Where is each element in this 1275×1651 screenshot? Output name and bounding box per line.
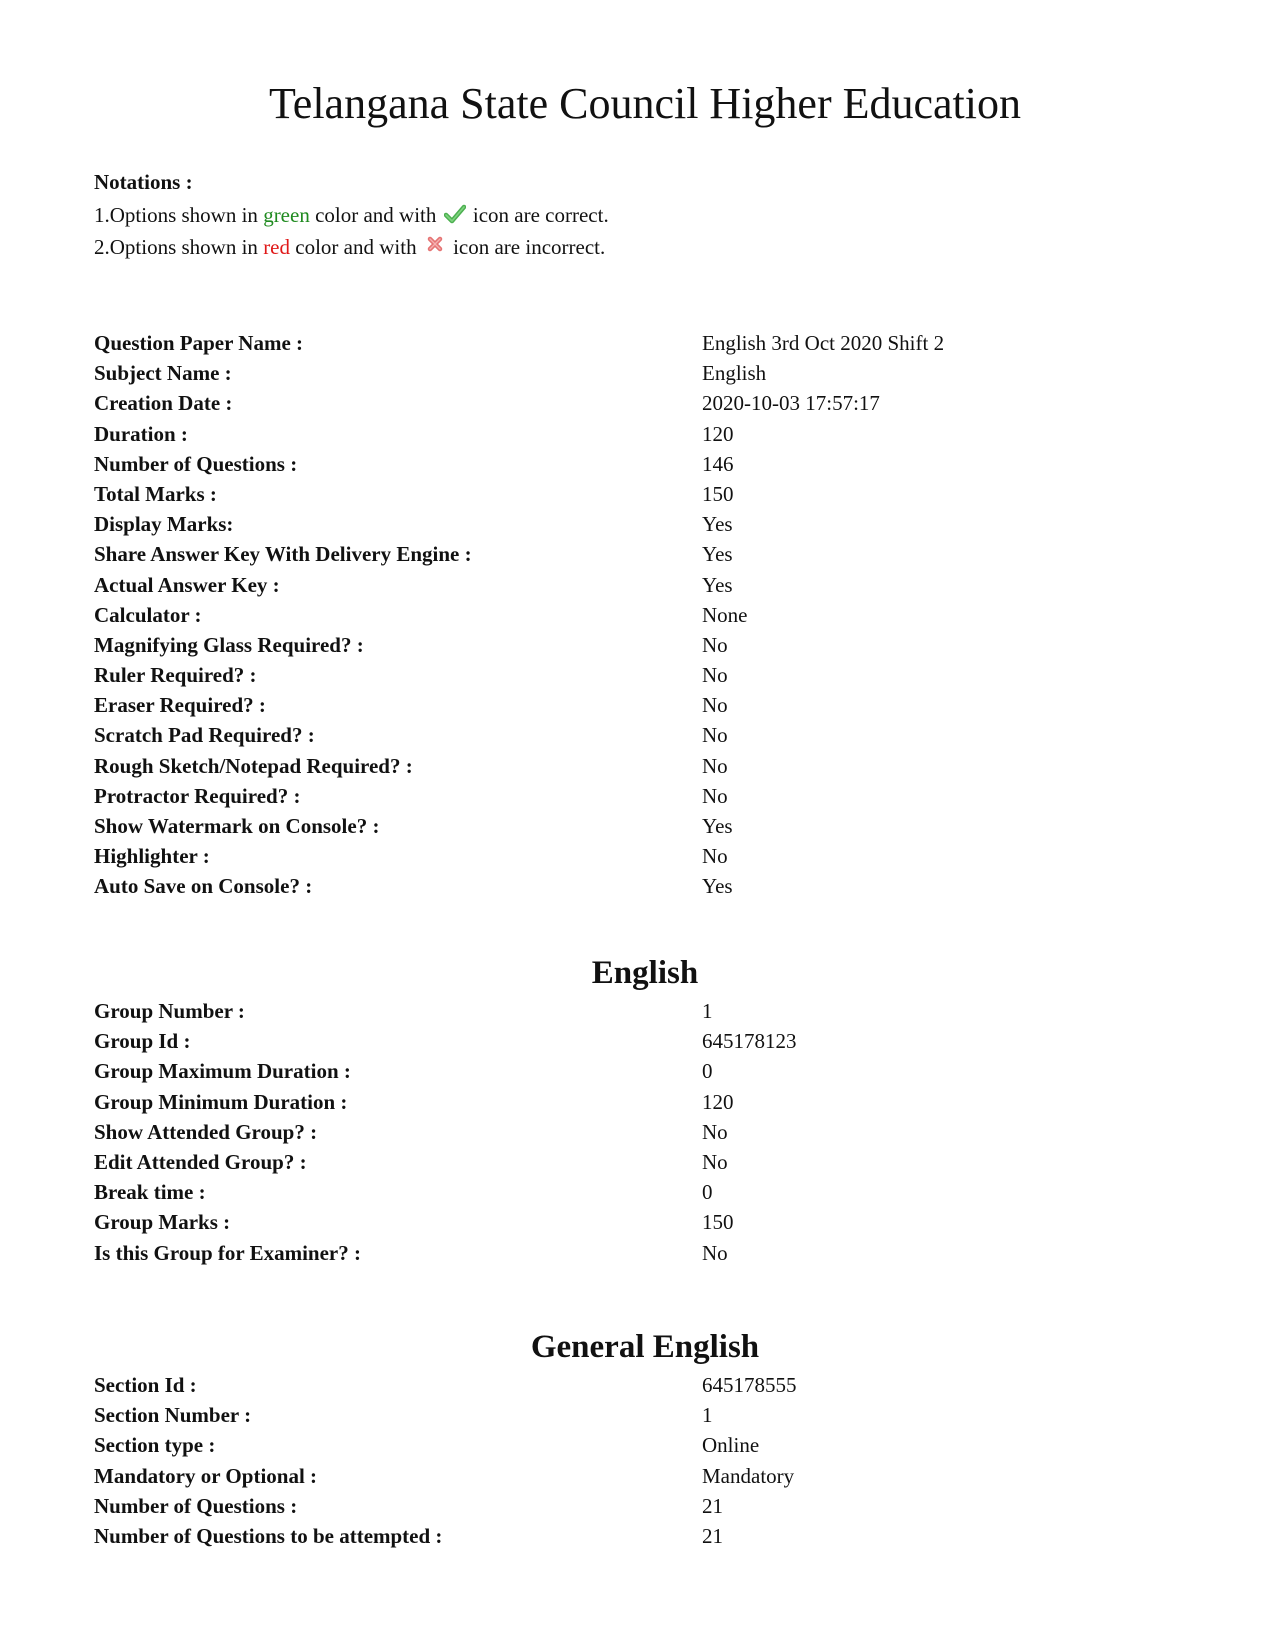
- paper-info-label: Show Watermark on Console? :: [94, 814, 380, 838]
- page-title: Telangana State Council Higher Education: [268, 79, 1022, 128]
- section-info-label: Section type :: [94, 1433, 216, 1458]
- group-info-value: 0: [702, 1180, 713, 1205]
- cross-icon: [424, 234, 446, 256]
- section-info-value: 1: [702, 1403, 713, 1428]
- paper-info-row: [94, 570, 1194, 600]
- section-info-value: 21: [702, 1523, 723, 1548]
- paper-info-row: [94, 328, 1194, 358]
- paper-info-label: Scratch Pad Required? :: [94, 723, 315, 748]
- paper-info-value: None: [702, 602, 748, 627]
- group-info-label: Group Marks :: [94, 1210, 231, 1235]
- paper-info-row: [94, 841, 1194, 871]
- paper-info-row: [94, 539, 1194, 569]
- group-info-label: Group Maximum Duration :: [94, 1059, 351, 1084]
- group-info-value: 120: [702, 1089, 734, 1114]
- paper-info-label: Auto Save on Console? :: [94, 874, 313, 899]
- group-info-label: Break time :: [94, 1180, 206, 1205]
- paper-info-row: [94, 751, 1194, 781]
- paper-info-label: Duration :: [94, 421, 188, 446]
- paper-info-label: Magnifying Glass Required? :: [94, 632, 364, 657]
- group-info-label: Group Id :: [94, 1029, 191, 1054]
- paper-info-value: Yes: [702, 512, 733, 537]
- paper-info-value: English: [702, 361, 767, 386]
- group-info-row: [94, 1177, 1194, 1207]
- section-info-label: Section Id :: [94, 1373, 197, 1397]
- paper-info-value: No: [702, 632, 728, 657]
- paper-info-label: Ruler Required? :: [94, 663, 257, 688]
- check-icon: [444, 202, 466, 224]
- paper-info-label: Total Marks :: [94, 481, 217, 506]
- paper-info-value: 2020-10-03 17:57:17: [702, 391, 880, 416]
- group-info-label: Group Number :: [94, 999, 245, 1023]
- paper-info-row: [94, 781, 1194, 811]
- group-info-value: No: [702, 1240, 728, 1265]
- section-info-row: [94, 1370, 1194, 1400]
- group-info-row: [94, 1026, 1194, 1056]
- paper-info-row: [94, 720, 1194, 750]
- group-info-row: [94, 1207, 1194, 1237]
- paper-info-value: No: [702, 723, 728, 748]
- group-info-row: [94, 1087, 1194, 1117]
- notations-block: [94, 166, 609, 264]
- group-heading: English: [591, 955, 699, 991]
- group-info-label: Edit Attended Group? :: [94, 1149, 307, 1174]
- paper-info-value: English 3rd Oct 2020 Shift 2: [702, 331, 945, 355]
- notations-heading: Notations :: [94, 170, 193, 194]
- group-info-value: 1: [702, 999, 713, 1023]
- group-info-label: Group Minimum Duration :: [94, 1089, 348, 1114]
- paper-info-label: Actual Answer Key :: [94, 572, 280, 597]
- paper-info-label: Question Paper Name :: [94, 331, 304, 355]
- paper-info-value: No: [702, 693, 728, 718]
- notation-incorrect-prefix: 2.Options shown in: [94, 235, 258, 259]
- notation-correct-line: [94, 199, 609, 232]
- section-info-label: Section Number :: [94, 1403, 252, 1428]
- paper-info-label: Rough Sketch/Notepad Required? :: [94, 753, 413, 778]
- group-info-value: 150: [702, 1210, 734, 1235]
- paper-info-row: [94, 690, 1194, 720]
- paper-info-value: 150: [702, 481, 734, 506]
- section-info-row: [94, 1491, 1194, 1521]
- paper-info-row: [94, 660, 1194, 690]
- notation-green-word: green: [263, 202, 310, 227]
- section-info-value: Mandatory: [702, 1463, 795, 1488]
- group-info-value: No: [702, 1119, 728, 1144]
- section-info-row: [94, 1400, 1194, 1430]
- paper-info-label: Eraser Required? :: [94, 693, 266, 718]
- paper-info-row: [94, 388, 1194, 418]
- section-info-label: Mandatory or Optional :: [94, 1463, 318, 1488]
- notation-incorrect-suffix: icon are incorrect.: [453, 235, 606, 259]
- paper-info-value: Yes: [702, 814, 733, 838]
- paper-info-value: Yes: [702, 542, 733, 567]
- paper-info-row: [94, 419, 1194, 449]
- paper-info-row: [94, 600, 1194, 630]
- paper-info-table: [94, 328, 1194, 902]
- paper-info-label: Subject Name :: [94, 361, 232, 386]
- section-info-table: [94, 1370, 1194, 1551]
- paper-info-value: No: [702, 844, 728, 869]
- notation-incorrect-line: [94, 231, 609, 264]
- group-info-row: [94, 996, 1194, 1026]
- group-info-value: 645178123: [702, 1029, 797, 1054]
- notation-incorrect-middle: color and with: [295, 235, 417, 259]
- section-info-row: [94, 1430, 1194, 1460]
- paper-info-label: Display Marks:: [94, 512, 234, 537]
- notation-red-word: red: [263, 235, 291, 259]
- paper-info-label: Calculator :: [94, 602, 202, 627]
- paper-info-row: [94, 479, 1194, 509]
- section-info-row: [94, 1461, 1194, 1491]
- group-info-label: Is this Group for Examiner? :: [94, 1240, 361, 1265]
- paper-info-row: [94, 509, 1194, 539]
- paper-info-value: Yes: [702, 572, 733, 597]
- section-info-value: Online: [702, 1433, 760, 1458]
- paper-info-row: [94, 358, 1194, 388]
- group-info-row: [94, 1147, 1194, 1177]
- paper-info-value: 120: [702, 421, 734, 446]
- paper-info-label: Highlighter :: [94, 844, 210, 869]
- paper-info-value: No: [702, 783, 728, 808]
- paper-info-label: Number of Questions :: [94, 451, 298, 476]
- section-heading: General English: [530, 1329, 760, 1365]
- paper-info-row: [94, 811, 1194, 841]
- paper-info-value: No: [702, 753, 728, 778]
- section-info-label: Number of Questions to be attempted :: [94, 1523, 443, 1548]
- notation-correct-suffix: icon are correct.: [472, 202, 609, 227]
- group-info-row: [94, 1056, 1194, 1086]
- group-info-value: 0: [702, 1059, 713, 1084]
- paper-info-label: Creation Date :: [94, 391, 233, 416]
- group-info-table: [94, 996, 1194, 1268]
- group-info-value: No: [702, 1149, 728, 1174]
- paper-info-value: No: [702, 663, 728, 688]
- section-info-value: 645178555: [702, 1373, 797, 1397]
- group-info-row: [94, 1238, 1194, 1268]
- paper-info-row: [94, 630, 1194, 660]
- group-info-label: Show Attended Group? :: [94, 1119, 318, 1144]
- paper-info-value: Yes: [702, 874, 733, 899]
- section-info-row: [94, 1521, 1194, 1551]
- paper-info-row: [94, 449, 1194, 479]
- section-info-label: Number of Questions :: [94, 1493, 298, 1518]
- paper-info-value: 146: [702, 451, 734, 476]
- paper-info-row: [94, 871, 1194, 901]
- paper-info-label: Share Answer Key With Delivery Engine :: [94, 542, 472, 567]
- group-info-row: [94, 1117, 1194, 1147]
- section-info-value: 21: [702, 1493, 723, 1518]
- paper-info-label: Protractor Required? :: [94, 783, 301, 808]
- notation-correct-middle: color and with: [315, 202, 437, 227]
- notation-correct-prefix: 1.Options shown in: [94, 202, 258, 227]
